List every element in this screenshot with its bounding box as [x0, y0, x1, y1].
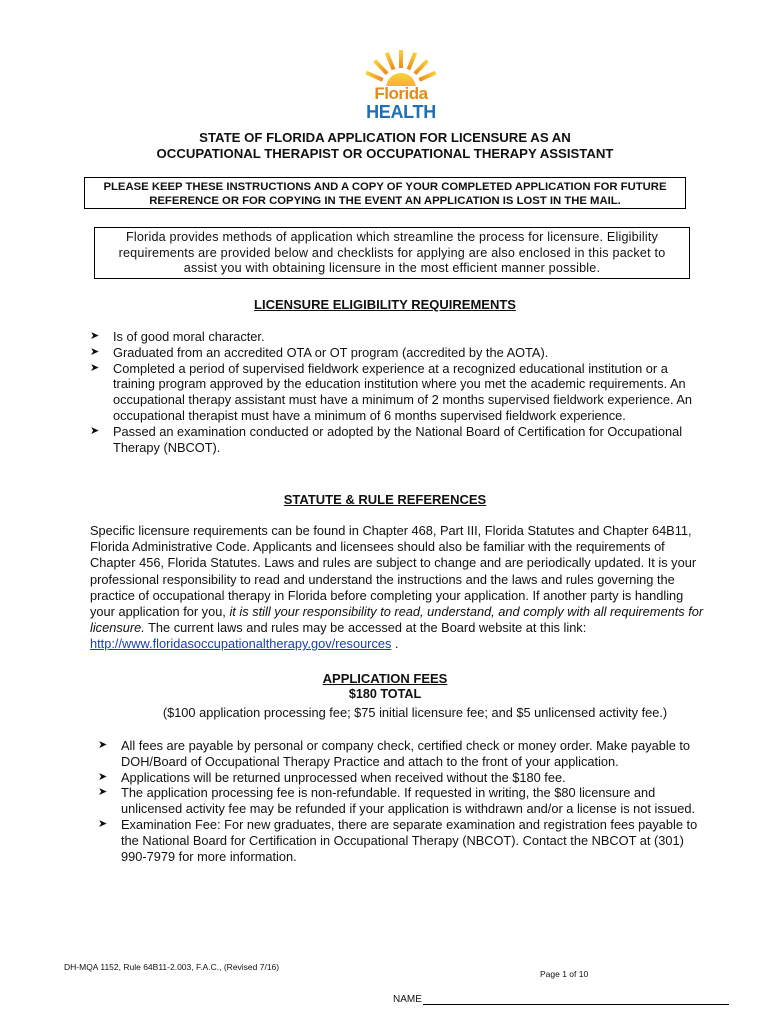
list-item: ➤ All fees are payable by personal or company check, certified check or money order. Make payable to DOH/Board of Occupational Therapy Practice and attach to the front of your application.: [98, 738, 691, 769]
notice-line-2: REFERENCE OR FOR COPYING IN THE EVENT AN APPLICATION IS LOST IN THE MAIL.: [149, 195, 621, 207]
board-resources-link[interactable]: http://www.floridasoccupationaltherapy.gov/resources: [90, 636, 392, 652]
page-number: Page 1 of 10: [540, 969, 589, 979]
logo-health-text: HEALTH: [366, 102, 436, 122]
intro-line-2: requirements are provided below and checklists for applying are also enclosed in this packet to: [118, 245, 666, 260]
title-line-1: STATE OF FLORIDA APPLICATION FOR LICENSURE AS AN: [199, 130, 571, 145]
fees-heading: APPLICATION FEES: [322, 671, 448, 686]
title-line-2: OCCUPATIONAL THERAPIST OR OCCUPATIONAL THERAPY ASSISTANT: [156, 146, 614, 161]
statute-heading: STATUTE & RULE REFERENCES: [283, 492, 487, 507]
arrow-bullet-icon: ➤: [90, 424, 100, 437]
fees-total: $180 TOTAL: [348, 687, 422, 701]
fees-list: [98, 738, 710, 864]
intro-box: [94, 227, 690, 279]
arrow-bullet-icon: ➤: [98, 770, 108, 783]
list-item: ➤ Applications will be returned unprocessed when received without the $180 fee.: [98, 769, 566, 785]
fees-detail: ($100 application processing fee; $75 initial licensure fee; and $5 unlicensed activity fee.): [162, 705, 668, 720]
logo-florida-text: Florida: [374, 84, 428, 103]
name-label: NAME: [393, 994, 422, 1005]
list-item: ➤ Is of good moral character.: [90, 329, 265, 344]
list-item: ➤ The application processing fee is non-refundable. If requested in writing, the $80 licensure and unlicensed activity fee may be refunded if your application is withdrawn and/or a license is not issued.: [98, 785, 696, 817]
arrow-bullet-icon: ➤: [90, 345, 100, 358]
form-reference: DH-MQA 1152, Rule 64B11-2.003, F.A.C., (Revised 7/16): [64, 962, 280, 972]
responsibility-emphasis: it is still your responsibility to read, understand, and comply with all requirements for licensure.: [90, 604, 704, 636]
arrow-bullet-icon: ➤: [98, 817, 108, 830]
keep-instructions-notice: [84, 177, 686, 209]
intro-line-3: assist you with obtaining licensure in the most efficient manner possible.: [183, 261, 601, 275]
list-item: ➤ Completed a period of supervised fieldwork experience at a recognized educational institution or a training program approved by the education institution where you met the academic requirements. An occupational therapy assistant must have a minimum of 2 months supervised fieldwork experience. An occupational therapist must have a minimum of 6 months supervised fieldwork experience.: [90, 360, 692, 423]
name-signature-line: [393, 994, 729, 1005]
eligibility-heading: LICENSURE ELIGIBILITY REQUIREMENTS: [254, 297, 516, 312]
arrow-bullet-icon: ➤: [90, 330, 100, 342]
arrow-bullet-icon: ➤: [98, 786, 108, 799]
arrow-bullet-icon: ➤: [90, 361, 100, 374]
arrow-bullet-icon: ➤: [98, 739, 108, 751]
page-title: [60, 130, 710, 162]
list-item: ➤ Passed an examination conducted or adopted by the National Board of Certification for Occupational Therapy (NBCOT).: [90, 423, 683, 455]
eligibility-list: [90, 329, 712, 455]
notice-line-1: PLEASE KEEP THESE INSTRUCTIONS AND A COPY OF YOUR COMPLETED APPLICATION FOR FUTURE: [103, 181, 667, 193]
name-field[interactable]: [423, 995, 729, 1005]
statute-paragraph: Specific licensure requirements can be found in Chapter 468, Part III, Florida Statutes and Chapter 64B11, Florida Administrative Code. Applicants and licensees should also be familiar with the requirements of Chapter 456, Florida Statutes. Laws and rules are subject to change and are periodically updated. It is your professional responsibility to read and understand the instructions and the laws and rules governing the practice of occupational therapy in Florida before completing your application. If another party is handling your application for you, it is still your responsibility to read, understand, and comply with all requirements for licensure. The current laws and rules may be accessed at the Board website at this link: http://www.floridasoccupationaltherapy.gov/resources .: [90, 523, 704, 652]
intro-line-1: Florida provides methods of application which streamline the process for licensure. Eligibility: [125, 230, 659, 244]
list-item: ➤ Examination Fee: For new graduates, there are separate examination and registration fees payable to the National Board for Certification in Occupational Therapy (NBCOT). Contact the NBCOT at (301) 990-7979 for more information.: [98, 816, 698, 864]
list-item: ➤ Graduated from an accredited OTA or OT program (accredited by the AOTA).: [90, 344, 549, 360]
florida-health-logo: [362, 48, 440, 126]
